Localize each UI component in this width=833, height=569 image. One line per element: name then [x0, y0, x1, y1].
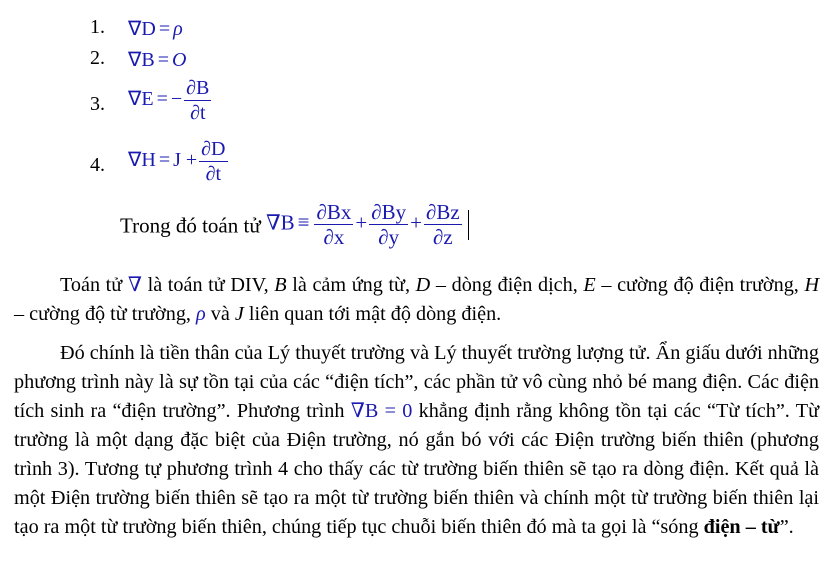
paragraph-operator-description — [14, 271, 819, 329]
equation-3 — [128, 76, 213, 125]
p1-rho: ρ — [196, 303, 206, 325]
p2-inline-equation: ∇B = 0 — [350, 400, 413, 422]
definition-term-y-num: ∂By — [371, 200, 407, 224]
p1-text-7: và — [210, 303, 230, 325]
p1-text-5: – cường độ điện trường, — [601, 274, 799, 296]
p1-var-d: D — [415, 274, 431, 296]
equation-3-equals: = — [156, 88, 168, 111]
p1-text-3: là cảm ứng từ, — [292, 274, 411, 296]
p1-var-e: E — [583, 274, 596, 296]
definition-term-y — [369, 200, 408, 249]
p1-text-6: – cường độ từ trường, — [14, 303, 191, 325]
paragraph-field-theory — [14, 339, 819, 542]
definition-term-z-num: ∂Bz — [425, 200, 460, 224]
p1-var-j: J — [234, 303, 244, 325]
equation-3-numerator: ∂B — [186, 77, 210, 99]
definition-plus-2: + — [410, 210, 422, 235]
definition-equiv: ≡ — [297, 210, 310, 235]
equation-3-denominator: ∂t — [190, 102, 206, 124]
p1-var-h: H — [804, 274, 820, 296]
equation-3-lhs: ∇E — [128, 88, 154, 111]
definition-term-x-den: ∂x — [323, 225, 345, 249]
definition-term-x — [314, 200, 353, 249]
definition-plus-1: + — [355, 210, 368, 235]
definition-term-z — [424, 200, 462, 249]
p1-nabla: ∇ — [127, 274, 142, 296]
divergence-definition — [120, 200, 469, 249]
equation-4-lhs: ∇H — [128, 149, 156, 172]
equation-3-number: 3. — [90, 93, 105, 115]
equation-2-equals: = — [157, 49, 169, 71]
equation-4-number: 4. — [90, 154, 105, 176]
p2-text-1: Đó chính là tiền thân của Lý thuyết trường và Lý thuyết trường lượng tử. Ẩn giấu dưới những phương trình này là sự tồn tại của các “điện tích”, các phần tử vô cùng nhỏ bé mang điện. Các điện tích sinh ra “điện trường”. Phương trình — [14, 342, 819, 422]
equation-2 — [128, 47, 186, 72]
p2-bold-term: điện – từ — [703, 516, 780, 538]
equation-1-equals: = — [158, 18, 171, 40]
p1-text-8: liên quan tới mật độ dòng điện. — [248, 303, 502, 325]
definition-formula — [266, 200, 469, 249]
equation-1 — [128, 16, 183, 41]
equation-2-lhs: ∇B — [128, 49, 155, 71]
equation-2-rhs: O — [172, 49, 187, 71]
equation-3-minus: − — [170, 88, 183, 111]
p1-text-1: Toán tử — [60, 274, 123, 296]
equation-4 — [128, 137, 230, 186]
p2-text-3: ”. — [779, 516, 794, 538]
equation-4-equals: = — [158, 149, 171, 172]
p1-text-2: là toán tử DIV, — [147, 274, 269, 296]
equation-4-rhs-prefix: J + — [173, 149, 198, 172]
equation-4-fraction — [199, 137, 227, 186]
p1-text-4: – dòng điện dịch, — [435, 274, 578, 296]
equation-1-number: 1. — [90, 16, 105, 38]
definition-term-z-den: ∂z — [432, 225, 453, 249]
text-cursor — [468, 210, 469, 240]
definition-term-x-num: ∂Bx — [316, 200, 352, 224]
definition-term-y-den: ∂y — [378, 225, 400, 249]
p1-var-b: B — [274, 274, 287, 296]
definition-intro: Trong đó toán tử — [120, 213, 261, 238]
p2-text-2: khẳng định rằng không tồn tại các “Từ tích”. Từ trường là một dạng đặc biệt của Điện trường, nó gắn bó với các Điện trường biến thiên (phương trình 3). Tương tự phương trình 4 cho thấy các từ trường biến thiên sẽ tạo ra dòng điện. Kết quả là một Điện trường biến thiên sẽ tạo ra một từ trường biến thiên và chính một từ trường biến thiên lại tạo ra một từ trường biến thiên, chúng tiếp tục chuỗi biến thiên đó mà ta gọi là “sóng — [14, 400, 820, 538]
equation-2-number: 2. — [90, 47, 105, 69]
definition-lhs: ∇B — [265, 210, 295, 235]
equation-1-lhs: ∇D — [128, 18, 156, 40]
equation-4-numerator: ∂D — [201, 138, 226, 160]
equation-3-fraction — [184, 76, 211, 125]
equation-1-rhs: ρ — [173, 18, 183, 40]
equation-4-denominator: ∂t — [205, 163, 222, 185]
